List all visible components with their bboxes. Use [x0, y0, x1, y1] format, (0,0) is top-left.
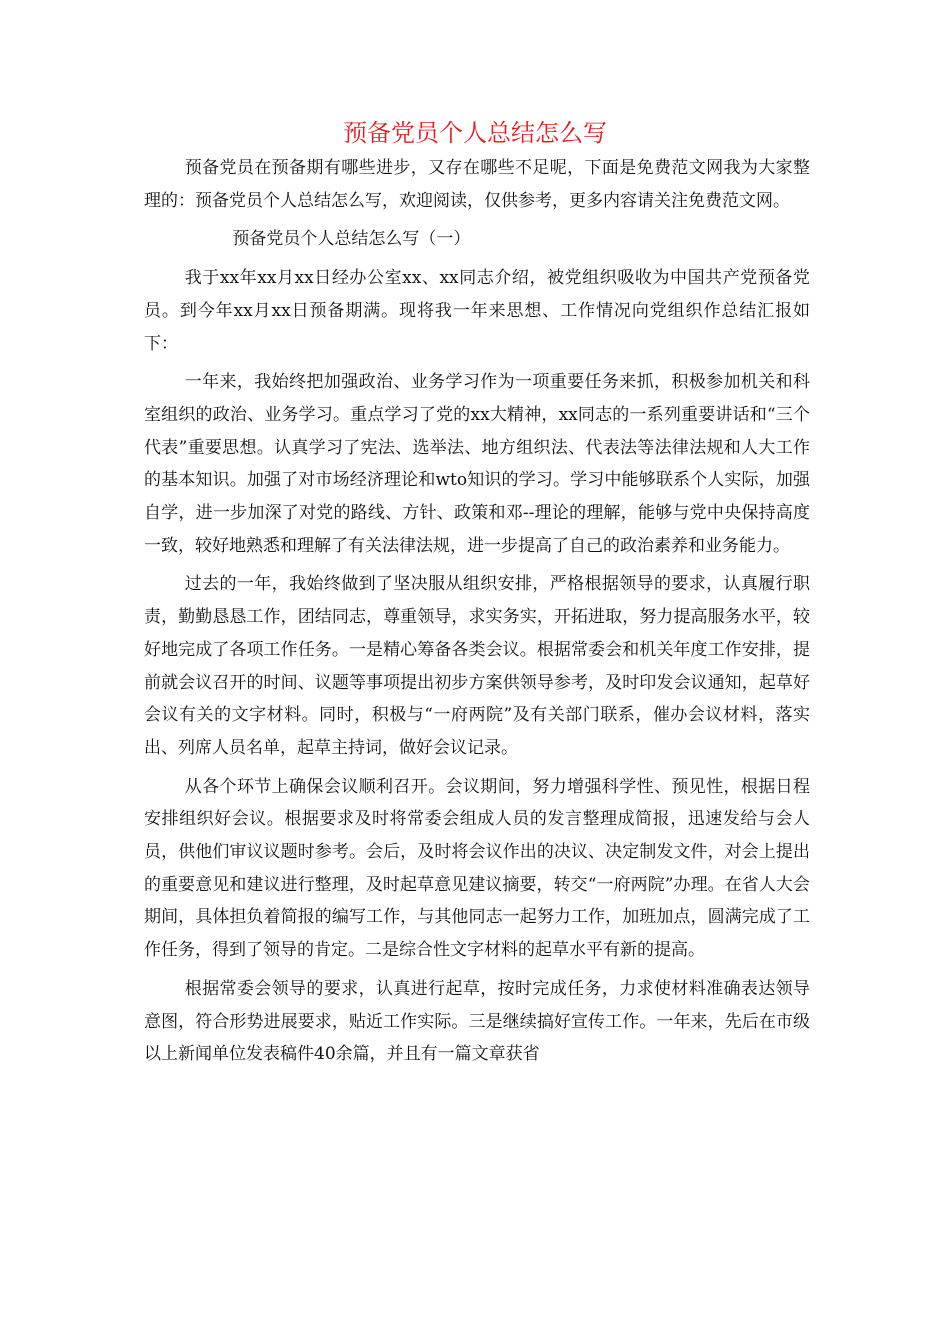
section-heading: 预备党员个人总结怎么写（一）: [232, 229, 471, 250]
body-paragraph: 过去的一年，我始终做到了坚决服从组织安排，严格根据领导的要求，认真履行职责，勤勤恳恳工作，团结同志，尊重领导，求实务实，开拓进取，努力提高服务水平，较好地完成了各项工作任务。一是精心筹备各类会议。根据常委会和机关年度工作安排，提前就会议召开的时间、议题等事项提出初步方案供领导参考，及时印发会议通知，起草好会议有关的文字材料。同时，积极与“一府两院”及有关部门联系，催办会议材料，落实出、列席人员名单，起草主持词，做好会议记录。: [144, 574, 810, 758]
body-paragraph: 一年来，我始终把加强政治、业务学习作为一项重要任务来抓，积极参加机关和科室组织的政治、业务学习。重点学习了党的xx大精神，xx同志的一系列重要讲话和“三个代表”重要思想。认真学习了宪法、选举法、地方组织法、代表法等法律法规和人大工作的基本知识。加强了对市场经济理论和wto知识的学习。学习中能够联系个人实际，加强自学，进一步加深了对党的路线、方针、政策和邓--理论的理解，能够与党中央保持高度一致，较好地熟悉和理解了有关法律法规，进一步提高了自己的政治素养和业务能力。: [144, 372, 810, 556]
body-paragraph: 根据常委会领导的要求，认真进行起草，按时完成任务，力求使材料准确表达领导意图，符合形势进展要求，贴近工作实际。三是继续搞好宣传工作。一年来，先后在市级以上新闻单位发表稿件40余篇，并且有一篇文章获省: [144, 978, 810, 1065]
document-body: [144, 152, 810, 1077]
body-paragraph: 我于xx年xx月xx日经办公室xx、xx同志介绍，被党组织吸收为中国共产党预备党员。到今年xx月xx日预备期满。现将我一年来思想、工作情况向党组织作总结汇报如下：: [144, 268, 810, 354]
intro-paragraph: 预备党员在预备期有哪些进步，又存在哪些不足呢，下面是免费范文网我为大家整理的：预备党员个人总结怎么写，欢迎阅读，仅供参考，更多内容请关注免费范文网。: [144, 158, 810, 211]
body-paragraph: 从各个环节上确保会议顺利召开。会议期间，努力增强科学性、预见性，根据日程安排组织好会议。根据要求及时将常委会组成人员的发言整理成简报，迅速发给与会人员，供他们审议议题时参考。会后，及时将会议作出的决议、决定制发文件，对会上提出的重要意见和建议进行整理，及时起草意见建议摘要，转交“一府两院”办理。在省人大会期间，具体担负着简报的编写工作，与其他同志一起努力工作，加班加点，圆满完成了工作任务，得到了领导的肯定。二是综合性文字材料的起草水平有新的提高。: [144, 776, 810, 961]
document-title: 预备党员个人总结怎么写: [343, 119, 607, 147]
